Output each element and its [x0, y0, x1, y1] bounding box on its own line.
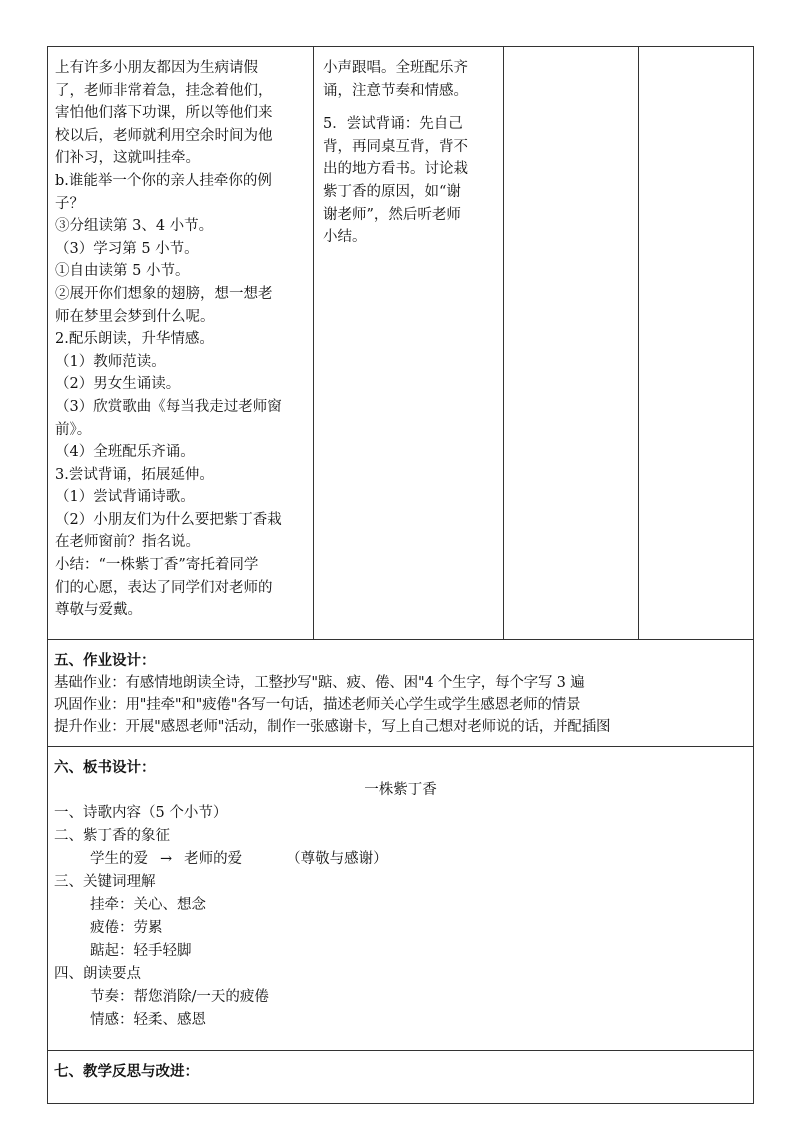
board-center-title: 一株紫丁香: [364, 782, 437, 798]
step-line: （3）欣赏歌曲《每当我走过老师窗: [55, 398, 282, 415]
step-line: 害怕他们落下功课，所以等他们来: [55, 105, 273, 122]
student-line: 出的地方看书。讨论栽: [323, 161, 468, 178]
student-line: 小结。: [323, 229, 367, 246]
step-line: 2.配乐朗读，升华情感。: [55, 331, 214, 348]
reflection-row: [48, 1051, 754, 1104]
teacher-activity-cell: [48, 47, 314, 640]
keyword-guaqian: 挂牵：关心、想念: [90, 897, 206, 913]
step-line: 子？: [55, 195, 84, 212]
keyword-pijuan: 疲倦：劳累: [90, 920, 163, 936]
step-line: b.谁能举一个你的亲人挂牵你的例: [55, 172, 272, 189]
homework-consolidate: 巩固作业：用"挂牵"和"疲倦"各写一句话，描述老师关心学生或学生感恩老师的情景: [54, 697, 581, 713]
homework-basic: 基础作业：有感情地朗读全诗，工整抄写"踮、疲、倦、困"4 个生字，每个字写 3 遍: [54, 675, 585, 691]
reflection-title: 七、教学反思与改进：: [54, 1064, 199, 1080]
lesson-steps-row: [48, 47, 754, 640]
step-line: ③分组读第 3、4 小节。: [55, 218, 214, 235]
student-line: 诵，注意节奏和情感。: [323, 82, 468, 99]
student-line: 紫丁香的原因，如“谢: [323, 183, 461, 200]
step-line: （2）男女生诵读。: [55, 376, 181, 393]
lesson-plan-table: [47, 46, 754, 1104]
empty-cell-4: [639, 47, 754, 640]
arrow-right-icon: →: [160, 851, 173, 867]
reading-emotion: 情感：轻柔、感恩: [90, 1012, 206, 1028]
step-line: （2）小朋友们为什么要把紫丁香栽: [55, 511, 282, 528]
step-line: 3.尝试背诵，拓展延伸。: [55, 466, 214, 483]
board-title: 六、板书设计：: [54, 760, 156, 776]
step-line: 了，老师非常着急，挂念着他们，: [55, 82, 273, 99]
step-line: （1）教师范读。: [55, 353, 166, 370]
step-line: 前》。: [55, 421, 92, 438]
student-activity-cell: [314, 47, 504, 640]
step-line: 小结：“一株紫丁香”寄托着同学: [55, 557, 259, 574]
board-item-1: 一、诗歌内容（5 个小节）: [54, 805, 228, 821]
step-line: （3）学习第 5 小节。: [55, 240, 199, 257]
board-design-section: [48, 747, 754, 1051]
board-row: [48, 747, 754, 1051]
board-item-3: 三、关键词理解: [54, 874, 156, 890]
reflection-section: [48, 1051, 754, 1104]
step-line: （1）尝试背诵诗歌。: [55, 489, 195, 506]
reading-rhythm: 节奏：帮您消除/一天的疲倦: [90, 989, 269, 1005]
step-line: 在老师窗前？指名说。: [55, 534, 200, 551]
lesson-plan-page: [47, 46, 753, 1104]
step-line: 尊敬与爱戴。: [55, 602, 142, 619]
teacher-love: 老师的爱: [184, 851, 243, 867]
board-item-2: 二、紫丁香的象征: [54, 828, 170, 844]
homework-section: [48, 640, 754, 747]
symbol-note: （尊敬与感谢）: [286, 851, 388, 867]
step-line: ②展开你们想象的翅膀，想一想老: [55, 285, 273, 302]
student-love: 学生的爱: [90, 851, 148, 867]
step-line: ①自由读第 5 小节。: [55, 263, 190, 280]
student-line: 背，再同桌互背，背不: [323, 138, 468, 155]
student-line: 5．尝试背诵：先自己: [323, 116, 463, 133]
step-line: 师在梦里会梦到什么呢。: [55, 308, 215, 325]
board-item-4: 四、朗读要点: [54, 966, 141, 982]
homework-row: [48, 640, 754, 747]
step-line: 上有许多小朋友都因为生病请假: [55, 60, 258, 76]
board-symbol-line: [54, 848, 747, 871]
step-line: 校以后，老师就利用空余时间为他: [55, 127, 273, 144]
homework-title: 五、作业设计：: [54, 653, 156, 669]
empty-cell-3: [504, 47, 639, 640]
student-line: 谢老师”，然后听老师: [323, 206, 461, 223]
step-line: 们的心愿，表达了同学们对老师的: [55, 579, 273, 596]
step-line: （4）全班配乐齐诵。: [55, 444, 195, 461]
step-line: 们补习，这就叫挂牵。: [55, 150, 200, 167]
keyword-dianqi: 踮起：轻手轻脚: [90, 943, 192, 959]
homework-advanced: 提升作业：开展"感恩老师"活动，制作一张感谢卡，写上自己想对老师说的话，并配插图: [54, 719, 611, 735]
student-line: 小声跟唱。全班配乐齐: [323, 60, 468, 76]
